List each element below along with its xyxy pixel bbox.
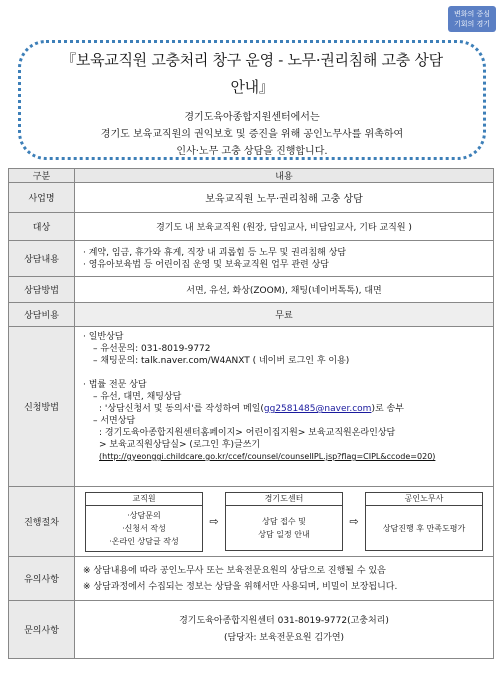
inquiry-cell [75,601,494,659]
step-labor-attorney [365,492,483,551]
expert-email-line [83,403,493,415]
row-label-content: 상담내용 [9,241,75,277]
table-row [9,213,494,241]
email-link[interactable]: gg2581485@naver.com [263,404,372,414]
row-label-program: 사업명 [9,183,75,213]
header-content: 내용 [75,169,494,183]
step2-body [226,506,342,550]
written-path1: : 경기도육아종합지원센터홈페이지> 어린이집지원> 보육교직원온라인상담 [99,428,396,438]
table-row [9,557,494,601]
step2-line1: 상담 접수 및 [262,517,306,526]
notes-cell [75,557,494,601]
step2-title: 경기도센터 [226,493,342,506]
step-center [225,492,343,551]
intro-line1: 경기도육아종합지원센터에서는 [184,112,320,123]
row-label-method: 상담방법 [9,277,75,303]
method-value: 서면, 유선, 화상(ZOOM), 채팅(네이버톡톡), 대면 [75,277,494,303]
general-title: · 일반상담 [83,332,124,342]
content-line1: · 계약, 임금, 휴가와 휴게, 직장 내 괴롭힘 등 노무 및 권리침해 상담 [83,247,347,258]
general-phone: – 유선문의: 031-8019-9772 [93,344,211,354]
table-header-row [9,169,494,183]
table-row [9,241,494,277]
email-prefix: : '상담신청서 및 동의서'를 작성하여 메일( [99,404,264,414]
intro-line2: 경기도 보육교직원의 권익보호 및 증진을 위해 공인노무사를 위촉하여 [100,129,404,140]
step3-line1: 상담진행 후 만족도평가 [382,523,466,533]
table-row [9,487,494,557]
gyeonggi-logo [448,6,496,32]
email-suffix: )로 송부 [371,404,404,414]
written-url-link[interactable]: (http://gyeonggi.childcare.go.kr/ccef/counsel/counselIPL.jsp?flag=CIPL&ccode=020) [99,452,436,461]
general-chat: – 채팅문의: talk.naver.com/W4ANXT ( 네이버 로그인 후 이용) [93,356,350,366]
program-value: 보육교직원 노무·권리침해 고충 상담 [75,183,494,213]
notice-title-line2: 안내』 [230,78,274,96]
row-label-notes: 유의사항 [9,557,75,601]
table-row [9,183,494,213]
inquiry-line1: 경기도육아종합지원센터 031-8019-9772(고충처리) [179,615,389,626]
step-teacher [85,492,203,552]
step3-body [366,506,482,550]
header-category: 구분 [9,169,75,183]
written-title: – 서면상담 [93,416,136,426]
target-value: 경기도 내 보육교직원 (원장, 담임교사, 비담임교사, 기타 교직원 ) [75,213,494,241]
notice-title [21,47,483,101]
spacer [83,367,493,379]
notice-title-line1: 『보육교직원 고충처리 창구 운영 - 노무·권리침해 고충 상담 [61,51,443,69]
table-row [9,601,494,659]
apply-cell [75,327,494,487]
content-cell [75,241,494,277]
row-label-apply: 신청방법 [9,327,75,487]
step1-line3: ·온라인 상담글 작성 [109,536,179,546]
logo-line2: 기회의 경기 [453,20,491,28]
table-row [9,327,494,487]
expert-title: · 법률 전문 상담 [83,380,147,390]
inquiry-line2: (담당자: 보육전문요원 김가연) [223,632,345,643]
step1-line1: ·상담문의 [127,510,161,520]
step1-line2: ·신청서 작성 [122,523,166,533]
notice-intro [21,109,483,160]
arrow-right-icon: ⇨ [349,515,359,528]
row-label-target: 대상 [9,213,75,241]
procedure-steps [75,492,493,552]
notes-line1: ※ 상담내용에 따라 공인노무사 또는 보육전문요원의 상담으로 진행될 수 있음 [83,565,386,576]
content-line2: · 영유아보육법 등 어린이집 운영 및 보육교직원 업무 관련 상담 [83,259,329,270]
notice-box [18,40,486,160]
step3-title: 공인노무사 [366,493,482,506]
procedure-cell [75,487,494,557]
step2-line2: 상담 일정 안내 [258,530,310,539]
info-table [8,168,494,659]
step1-title: 교직원 [86,493,202,506]
notes-line2: ※ 상담과정에서 수집되는 정보는 상담을 위해서만 사용되며, 비밀이 보장됩니다. [83,581,398,592]
arrow-right-icon: ⇨ [209,515,219,528]
table-row [9,303,494,327]
row-label-fee: 상담비용 [9,303,75,327]
table-row [9,277,494,303]
written-path2: > 보육교직원상담실> (로그인 후)글쓰기 [99,440,261,450]
row-label-inquiry: 문의사항 [9,601,75,659]
step1-body [86,506,202,551]
intro-line3: 인사·노무 고충 상담을 진행합니다. [176,146,328,157]
fee-value: 무료 [75,303,494,327]
logo-line1: 변화의 중심 [453,10,491,18]
expert-modes: – 유선, 대면, 채팅상담 [93,392,182,402]
row-label-procedure: 진행절차 [9,487,75,557]
